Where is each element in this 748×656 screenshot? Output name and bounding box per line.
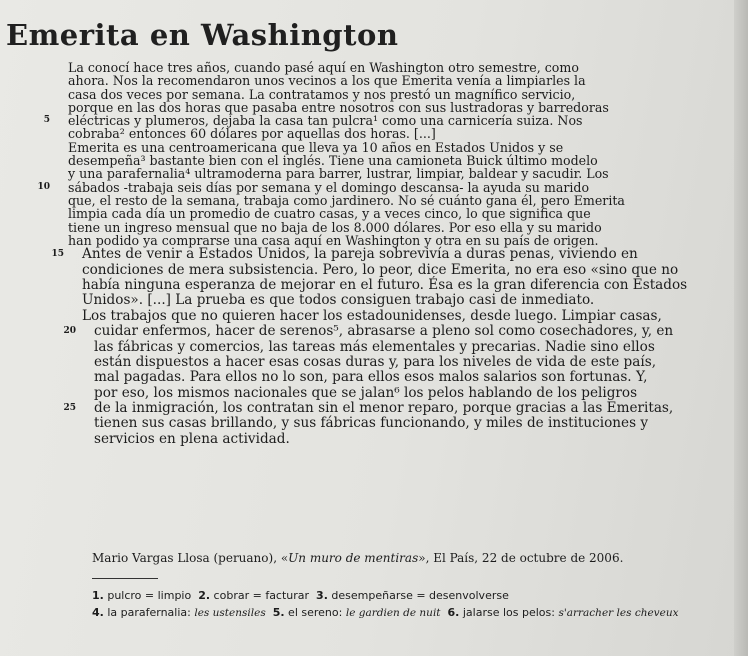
- footnote-number: 6.: [447, 606, 460, 619]
- text-line: [68, 101, 708, 114]
- page-title: Emerita en Washington: [6, 18, 399, 52]
- line-text: limpia cada día un promedio de cuatro casas, y a veces cinco, lo que significa que: [68, 206, 591, 222]
- page-edge: [734, 0, 748, 656]
- line-text: Los trabajos que no quieren hacer los estadounidenses, desde luego. Limpiar casas,: [82, 307, 662, 324]
- line-text: Unidos». [...] La prueba es que todos consiguen trabajo casi de inmediato.: [82, 292, 595, 309]
- text-line: [94, 432, 734, 447]
- footnote-number: 3.: [316, 589, 328, 602]
- text-line: [94, 386, 734, 401]
- source-rest: », El País, 22 de octubre de 2006.: [418, 551, 624, 565]
- line-number: 10: [37, 181, 50, 192]
- line-text: están dispuestos a hacer esas cosas duras y, para los niveles de vida de este país,: [94, 353, 657, 370]
- line-text: las fábricas y comercios, las tareas más elementales y precarias. Nadie sino ellos: [94, 338, 655, 355]
- line-number: 25: [63, 403, 76, 414]
- line-text: cuidar enfermos, hacer de serenos⁵, abrasarse a pleno sol como cosechadores, y, en: [94, 323, 674, 340]
- text-line: [68, 207, 708, 220]
- footnote-text: jalarse los pelos:: [459, 606, 559, 619]
- text-line: [68, 127, 708, 140]
- article-text: [37, 60, 708, 447]
- text-line: [68, 167, 708, 180]
- footnote-number: 4.: [92, 606, 104, 619]
- text-line: [68, 194, 708, 207]
- line-text: porque en las dos horas que pasaba entre nosotros con sus lustradoras y barredoras: [68, 99, 609, 115]
- footnotes-line-2: [92, 604, 679, 622]
- text-line: [63, 323, 734, 340]
- line-number: 20: [63, 326, 76, 337]
- footnote-text: cobrar = facturar: [210, 589, 310, 602]
- footnote-translation: les ustensiles: [194, 607, 266, 619]
- footnotes-line-1: [92, 587, 679, 604]
- text-line: [43, 113, 708, 129]
- text-line: [82, 263, 722, 278]
- line-text: que, el resto de la semana, trabaja como jardinero. No sé cuánto gana él, pero Emerita: [68, 192, 625, 208]
- line-text: desempeña³ bastante bien con el inglés. Tiene una camioneta Buick último modelo: [68, 153, 598, 169]
- text-line: [68, 74, 708, 87]
- footnote-text: el sereno:: [284, 606, 346, 619]
- line-text: han podido ya comprarse una casa aquí en Washington y otra en su país de origen.: [68, 232, 599, 248]
- text-line: [68, 88, 708, 101]
- line-text: tienen sus casas brillando, y sus fábricas funcionando, y miles de instituciones y: [94, 415, 649, 432]
- line-text: La conocí hace tres años, cuando pasé aquí en Washington otro semestre, como: [68, 60, 579, 75]
- line-text: sábados -trabaja seis días por semana y el domingo descansa- la ayuda su marido: [68, 179, 590, 195]
- footnote-translation: s'arracher les cheveux: [558, 607, 679, 619]
- text-line: [37, 179, 708, 195]
- line-text: eléctricas y plumeros, dejaba la casa tan pulcra¹ como una carnicería suiza. Nos: [68, 113, 583, 129]
- text-line: [94, 370, 734, 385]
- text-line: [68, 141, 708, 154]
- line-text: tiene un ingreso mensual que no baja de los 8.000 dólares. Por eso ella y su marido: [68, 219, 602, 235]
- line-text: Emerita es una centroamericana que lleva ya 10 años en Estados Unidos y se: [68, 139, 564, 155]
- text-line: [82, 293, 722, 308]
- line-number: 15: [51, 249, 64, 260]
- line-text: por eso, los mismos nacionales que se jalan⁶ los pelos hablando de los peligros: [94, 384, 638, 401]
- line-text: mal pagadas. Para ellos no lo son, para ellos esos malos salarios son fortunas. Y,: [94, 369, 648, 386]
- line-text: de la inmigración, los contratan sin el menor reparo, porque gracias a las Emeritas,: [94, 400, 674, 417]
- line-text: había ninguna esperanza de mejorar en el futuro. Ésa es la gran diferencia con Estados: [82, 276, 688, 293]
- text-line: [68, 154, 708, 167]
- footnote-number: 2.: [198, 589, 211, 602]
- line-number: 5: [43, 115, 50, 126]
- footnote-divider: [92, 578, 158, 579]
- text-line: [94, 340, 734, 355]
- text-line: [68, 61, 708, 74]
- source-citation: [92, 551, 623, 565]
- source-author: Mario Vargas Llosa (peruano), «: [92, 551, 289, 565]
- line-text: condiciones de mera subsistencia. Pero, lo peor, dice Emerita, no era eso «sino que no: [82, 261, 679, 278]
- text-line: [68, 234, 708, 247]
- footnote-text: desempeñarse = desenvolverse: [327, 589, 509, 602]
- line-text: casa dos veces por semana. La contratamos y nos prestó un magnífico servicio,: [68, 86, 576, 102]
- footnote-number: 1.: [92, 589, 104, 602]
- line-text: Antes de venir a Estados Unidos, la pareja sobrevivía a duras penas, viviendo en: [82, 246, 638, 263]
- text-line: [51, 246, 722, 263]
- footnote-translation: le gardien de nuit: [345, 607, 441, 619]
- footnotes: [92, 587, 679, 622]
- line-text: ahora. Nos la recomendaron unos vecinos a los que Emerita venía a limpiarles la: [68, 73, 586, 89]
- text-line: [68, 221, 708, 234]
- footnote-text: la parafernalia:: [103, 606, 195, 619]
- line-text: servicios en plena actividad.: [94, 430, 290, 447]
- footnote-text: pulcro = limpio: [103, 589, 192, 602]
- line-text: y una parafernalia⁴ ultramoderna para barrer, lustrar, limpiar, baldear y sacudir. Los: [68, 166, 609, 182]
- footnote-number: 5.: [272, 606, 285, 619]
- text-line: [82, 309, 722, 324]
- source-work: Un muro de mentiras: [288, 551, 419, 565]
- line-text: cobraba² entonces 60 dólares por aquellas dos horas. [...]: [68, 126, 436, 142]
- text-line: [63, 400, 734, 417]
- text-line: [94, 355, 734, 370]
- text-line: [82, 278, 722, 293]
- text-line: [94, 416, 734, 431]
